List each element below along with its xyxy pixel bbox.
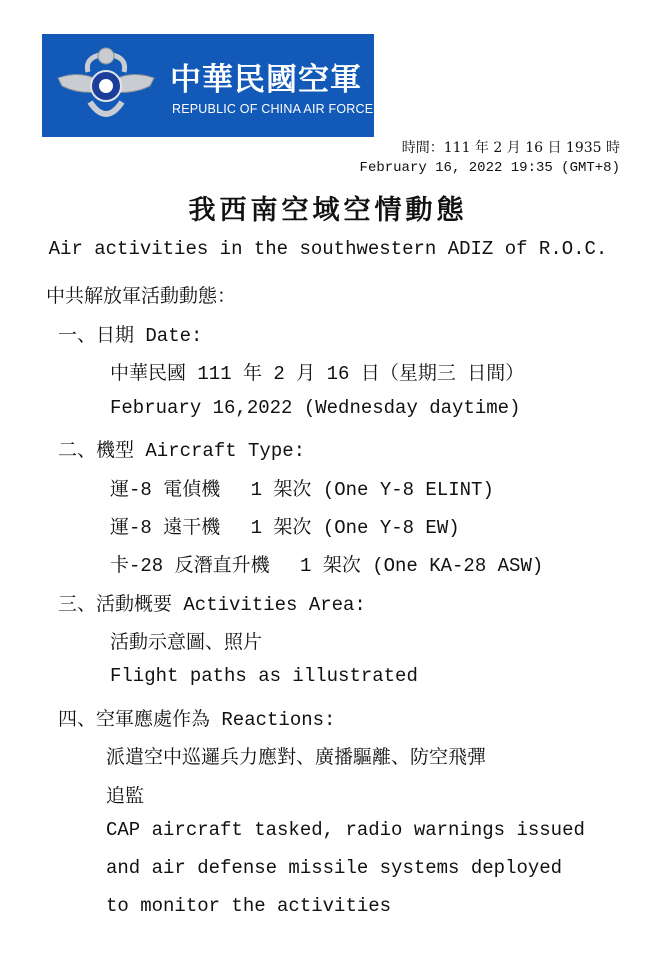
page-title-zh: 我西南空域空情動態	[188, 195, 468, 226]
banner-title-zh: 中華民國空軍	[170, 62, 362, 98]
date-en: February 16,2022 (Wednesday daytime)	[110, 397, 521, 419]
timestamp-zh: 時間：111 年 2 月 16 日 1935 時	[401, 140, 620, 156]
aircraft-item: 卡-28 反潛直升機 1 架次 (One KA-28 ASW)	[110, 555, 544, 577]
date-zh: 中華民國 111 年 2 月 16 日（星期三 日間）	[110, 363, 525, 385]
intro-heading: 中共解放軍活動動態：	[46, 285, 237, 307]
reactions-zh-line2: 追監	[106, 786, 145, 808]
reactions-zh-line1: 派遣空中巡邏兵力應對、廣播驅離、防空飛彈	[106, 747, 487, 769]
section-date-heading: 一、日期 Date:	[58, 325, 203, 347]
roc-air-force-banner	[42, 34, 374, 137]
aircraft-item: 運-8 遠干機 1 架次 (One Y-8 EW)	[110, 517, 460, 539]
page-title-en: Air activities in the southwestern ADIZ of R.O.C.	[48, 238, 608, 260]
area-en: Flight paths as illustrated	[110, 665, 418, 687]
section-area-heading: 三、活動概要 Activities Area:	[58, 594, 366, 616]
reactions-en-line2: and air defense missile systems deployed	[106, 857, 563, 879]
timestamp-en: February 16, 2022 19:35 (GMT+8)	[359, 160, 620, 176]
area-zh: 活動示意圖、照片	[110, 632, 263, 654]
banner-title-en: REPUBLIC OF CHINA AIR FORCE	[172, 102, 374, 116]
reactions-en-line3: to monitor the activities	[106, 895, 392, 917]
section-reactions-heading: 四、空軍應處作為 Reactions:	[58, 709, 336, 731]
reactions-en-line1: CAP aircraft tasked, radio warnings issued	[106, 819, 585, 841]
section-aircraft-heading: 二、機型 Aircraft Type:	[58, 440, 306, 462]
aircraft-item: 運-8 電偵機 1 架次 (One Y-8 ELINT)	[110, 479, 494, 501]
roc-air-force-emblem-icon	[54, 42, 158, 130]
